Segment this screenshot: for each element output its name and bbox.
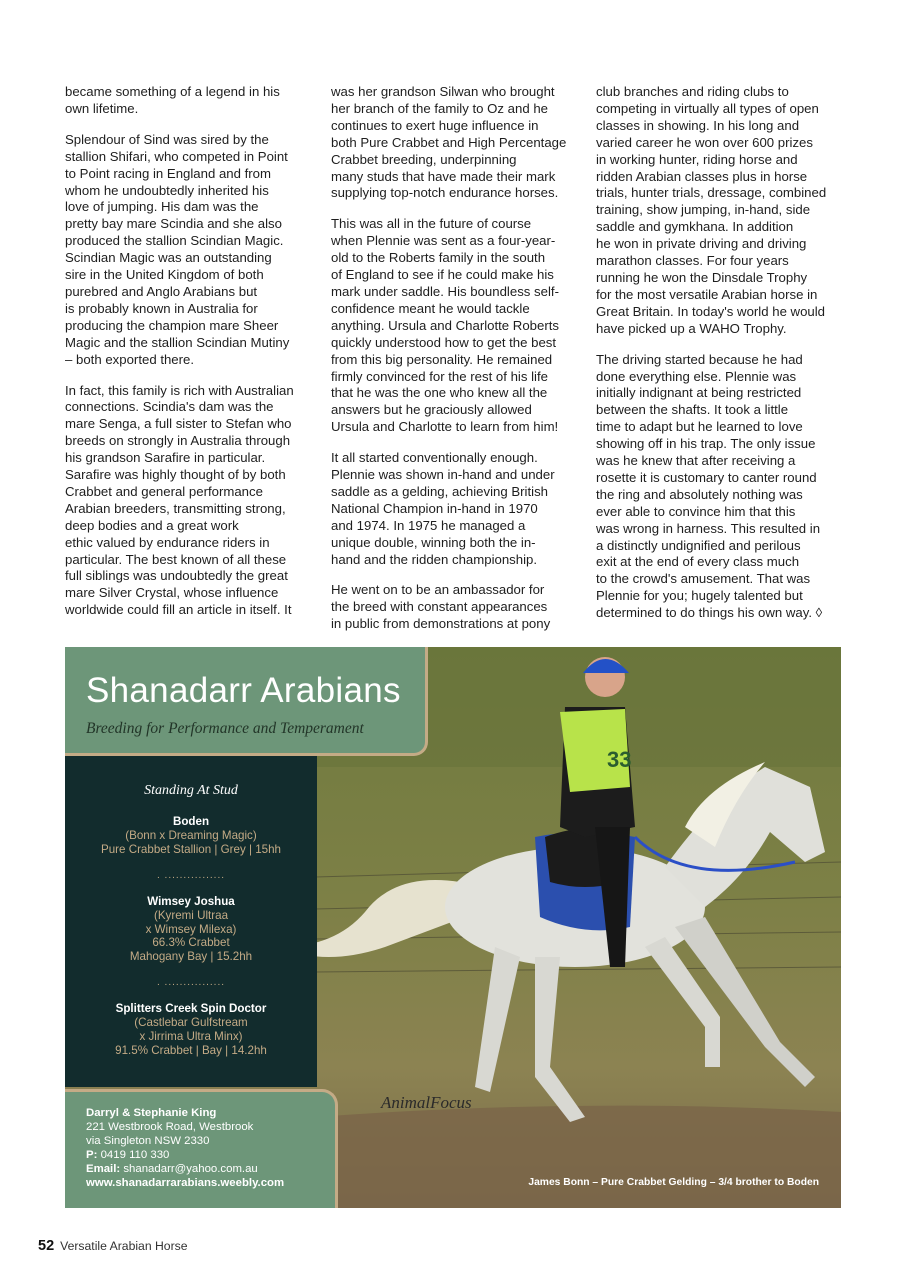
- ad-title-box: [65, 647, 428, 756]
- photo-credit: AnimalFocus: [381, 1093, 472, 1112]
- rider-number: 33: [607, 747, 632, 772]
- page-number: 52: [38, 1238, 55, 1254]
- contact-details: [86, 1106, 284, 1190]
- address-line: via Singleton NSW 2330: [86, 1135, 210, 1147]
- email-label: Email:: [86, 1163, 121, 1175]
- divider: . ................: [156, 869, 225, 881]
- address-line: 221 Westbrook Road, Westbrook: [86, 1121, 254, 1133]
- photo-caption: James Bonn – Pure Crabbet Gelding – 3/4 brother to Boden: [528, 1177, 819, 1188]
- horse-name: Boden: [172, 815, 210, 828]
- horse-name: Wimsey Joshua: [147, 894, 235, 908]
- paragraph: This was all in the future of course when Plennie was sent as a four-year- old to the Roberts family in the south of England to see if he could make his mark under saddle. His boundless self- confidence meant he would tackle anything. Ursula and Charlotte Roberts quickly understood how to get the best from this big personality. He remained firmly convinced for the rest of his life that he was the one who knew all the answers but he graciously allowed Ursula and Charlotte to learn from him!: [331, 216, 559, 435]
- horse-details: (Castlebar Gulfstream x Jirrima Ultra Minx) 91.5% Crabbet | Bay | 14.2hh: [115, 1016, 267, 1057]
- ad-tagline: Breeding for Performance and Temperament: [86, 720, 364, 737]
- stud-horse: [65, 815, 317, 857]
- horse-details: (Kyremi Ultraa x Wimsey Milexa) 66.3% Crabbet Mahogany Bay | 15.2hh: [129, 908, 253, 964]
- website-link[interactable]: www.shanadarrarabians.weebly.com: [86, 1177, 285, 1189]
- paragraph: In fact, this family is rich with Australian connections. Scindia's dam was the mare Senga, a full sister to Stefan who breeds on strongly in Australia through his grandson Sarafire in particular. Sarafire was highly thought of by both Crabbet and general performance Arabian breeders, transmitting strong, deep bodies and a great work ethic valued by endurance riders in particular. The best known of all these full siblings was undoubtedly the great mare Silver Crystal, whose influence worldwide could fill an article in itself. It: [65, 382, 294, 618]
- horse-details: (Bonn x Dreaming Magic) Pure Crabbet Stallion | Grey | 15hh: [100, 828, 282, 856]
- stud-heading: Standing At Stud: [144, 783, 238, 798]
- paragraph: The driving started because he had done everything else. Plennie was initially indignant at being restricted between the shafts. It took a little time to adapt but he learned to love showing off in his trap. The only issue was he knew that after receiving a rosette it is customary to canter round the ring and absolutely nothing was ever able to convince him that this was wrong in harness. This resulted in a distinctly undignified and perilous exit at the end of every class much to the crowd's amusement. That was Plennie for you; hugely talented but determined to do things his own way. ◊: [596, 351, 823, 621]
- phone-number: 0419 110 330: [100, 1149, 170, 1161]
- publication-name: Versatile Arabian Horse: [60, 1239, 188, 1253]
- ad-title: Shanadarr Arabians: [86, 671, 401, 710]
- paragraph: Splendour of Sind was sired by the stallion Shifari, who competed in Point to Point racing in England and from whom he undoubtedly inherited his love of jumping. His dam was the pretty bay mare Scindia and she also produced the stallion Scindian Magic. Scindian Magic was an outstanding sire in the United Kingdom of both purebred and Anglo Arabians but is probably known in Australia for producing the champion mare Sheer Magic and the stallion Scindian Mutiny – both exported there.: [65, 131, 290, 367]
- contact-names: Darryl & Stephanie King: [86, 1107, 217, 1119]
- article-column-2: [331, 84, 577, 647]
- horse-name: Splitters Creek Spin Doctor: [115, 1002, 267, 1016]
- contact-panel: [65, 1089, 338, 1208]
- email-link[interactable]: shanadarr@yahoo.com.au: [123, 1163, 258, 1175]
- phone-label: P:: [86, 1149, 98, 1161]
- paragraph: It all started conventionally enough. Plennie was shown in-hand and under saddle as a gelding, achieving British National Champion in-hand in 1970 and 1974. In 1975 he managed a unique double, winning both the in- hand and the ridden championship.: [331, 450, 555, 567]
- advertisement: [65, 647, 841, 1208]
- divider: . ................: [156, 977, 225, 989]
- stud-list-panel: [65, 756, 317, 1087]
- page-footer: [38, 1238, 188, 1254]
- article-column-1: [65, 84, 311, 633]
- stud-horse: [65, 895, 317, 965]
- paragraph: club branches and riding clubs to competing in virtually all types of open classes in showing. In his long and varied career he won over 600 prizes in working hunter, riding horse and ridden Arabian classes plus in horse trials, hunter trials, dressage, combined training, show jumping, in-hand, side saddle and gymkhana. In addition he won in private driving and driving marathon classes. For four years running he won the Dinsdale Trophy for the most versatile Arabian horse in Great Britain. In today's world he would have picked up a WAHO Trophy.: [596, 84, 827, 336]
- article-column-3: [596, 84, 842, 636]
- paragraph: was her grandson Silwan who brought her branch of the family to Oz and he continues to exert huge influence in both Pure Crabbet and High Percentage Crabbet breeding, underpinning many studs that have made their mark supplying top-notch endurance horses.: [331, 84, 567, 201]
- paragraph: became something of a legend in his own lifetime.: [65, 84, 280, 116]
- paragraph: He went on to be an ambassador for the breed with constant appearances in public from demonstrations at pony: [331, 582, 551, 632]
- stud-horse: [65, 1002, 317, 1058]
